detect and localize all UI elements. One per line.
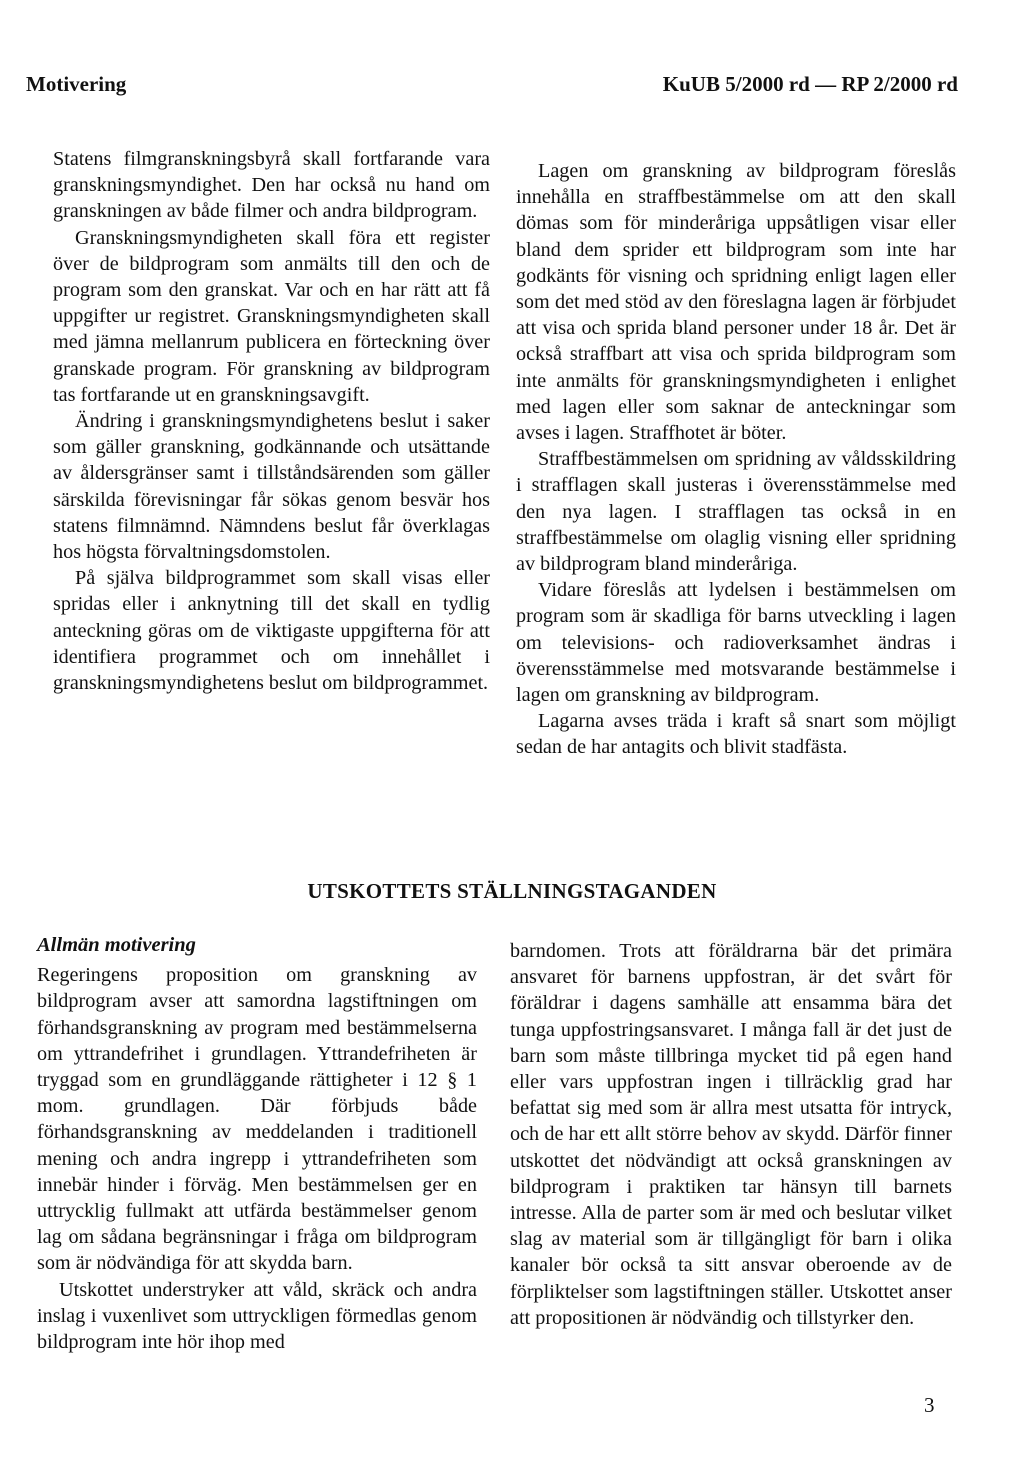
bottom-right-column	[510, 938, 952, 1331]
paragraph: Utskottet understryker att våld, skräck och andra inslag i vuxenlivet som uttryckligen förmedlas genom bildprogram inte hör ihop med	[37, 1278, 477, 1354]
paragraph: Granskningsmyndigheten skall föra ett register över de bildprogram som anmälts till den och de program som den granskat. Var och en har rätt att få uppgifter ur registret. Granskningsmyndigheten skall med jämna mellanrum publicera en förteckning över granskade program. För granskning av bildprogram tas fortfarande ut en granskningsavgift.	[53, 226, 490, 406]
section-title: UTSKOTTETS STÄLLNINGSTAGANDEN	[307, 879, 717, 903]
page-header	[26, 72, 958, 102]
bottom-left-column	[37, 932, 477, 1355]
page-number: 3	[924, 1393, 935, 1417]
paragraph: barndomen. Trots att föräldrarna bär det primära ansvaret för barnens uppfostran, är det svårt för föräldrar i dagens samhälle att ensamma bära det tunga uppfostringsansvaret. I många fall är det just de barn som måste tillbringa mycket tid på egen hand eller vars uppfostran ingen i tillräcklig grad har befattat sig med som är allra mest utsatta för intryck, och de har ett allt större behov av skydd. Därför finner utskottet det nödvändigt att också granskningen av bildprogram i praktiken tar hänsyn till barnets intresse. Alla de parter som är med och beslutar vilket slag av material som är tillgängligt för barn i olika kanaler bör också ta sitt ansvar oberoende av de förpliktelser som lagstiftningen ställer. Utskottet anser att propositionen är nödvändig och tillstyrker den.	[510, 940, 952, 1329]
top-left-column	[53, 146, 490, 696]
paragraph: Ändring i granskningsmyndighetens beslut i saker som gäller granskning, godkännande och utsättande av åldersgränser samt i tillståndsärenden som gäller särskilda förevisningar får sökas genom besvär hos statens filmnämnd. Nämndens beslut får överklagas hos högsta förvaltningsdomstolen.	[53, 410, 490, 564]
top-right-column	[516, 158, 956, 761]
header-section-label: Motivering	[26, 72, 127, 96]
paragraph: Lagarna avses träda i kraft så snart som möjligt sedan de har antagits och blivit stadfästa.	[516, 710, 956, 759]
paragraph: Regeringens proposition om granskning av bildprogram avser att samordna lagstiftningen om förhandsgranskning av program med bestämmelserna om yttrandefrihet i grundlagen. Yttrandefriheten är tryggad som en grundläggande rättigheter i 12 § 1 mom. grundlagen. Där förbjuds både förhandsgranskning av meddelanden i traditionell mening och andra ingrepp i yttrandefriheten som innebär hinder i förväg. Men bestämmelsen ger en uttrycklig fullmakt att utfärda bestämmelser genom lag om sådana begränsningar i fråga om bildprogram som är nödvändiga för att skydda barn.	[37, 964, 477, 1275]
paragraph: Vidare föreslås att lydelsen i bestämmelsen om program som är skadliga för barns utveckling i lagen om televisions- och radioverksamhet ändras i överensstämmelse med motsvarande bestämmelse i lagen om granskning av bildprogram.	[516, 579, 956, 707]
paragraph: Lagen om granskning av bildprogram föreslås innehålla en straffbestämmelse om att den skall dömas som för minderåriga uppsåtligen visar eller bland dem sprider ett bildprogram som inte har godkänts för visning och spridning enligt lagen eller som det med stöd av den föreslagna lagen är förbjudet att visa och sprida bland personer under 18 år. Det är också straffbart att visa och sprida bildprogram som inte anmälts för granskningsmyndigheten i enlighet med lagen eller som saknar de anteckningar som avses i lagen. Straffhotet är böter.	[516, 160, 956, 445]
header-document-reference: KuUB 5/2000 rd — RP 2/2000 rd	[662, 72, 958, 96]
paragraph: Statens filmgranskningsbyrå skall fortfarande vara granskningsmyndighet. Den har också nu hand om granskningen av både filmer och andra bildprogram.	[53, 148, 490, 223]
paragraph: Straffbestämmelsen om spridning av våldsskildring i strafflagen skall justeras i överensstämmelse med den nya lagen. I strafflagen tas också in en straffbestämmelse om olaglig visning eller spridning av bildprogram bland minderåriga.	[516, 448, 956, 576]
paragraph: På själva bildprogrammet som skall visas eller spridas eller i anknytning till det skall en tydlig anteckning göras om de viktigaste uppgifterna för att identifiera programmet och om innehållet i granskningsmyndighetens beslut om bildprogrammet.	[53, 567, 490, 695]
subheading: Allmän motivering	[37, 934, 196, 956]
